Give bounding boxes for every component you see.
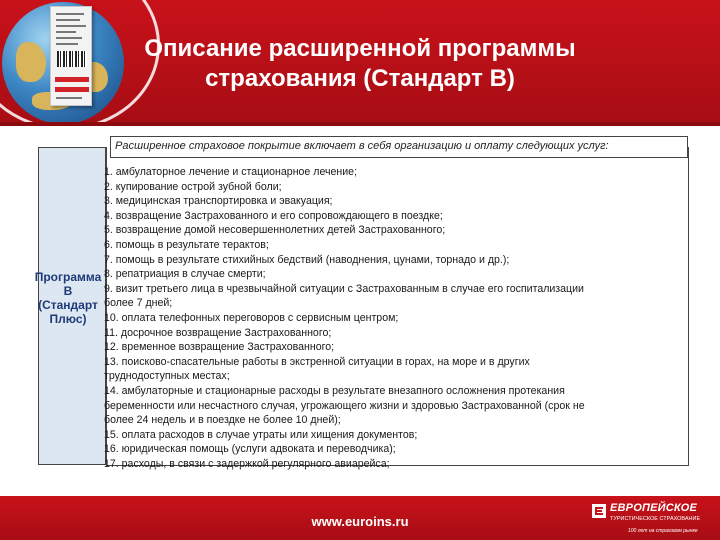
list-item: более 7 дней; (104, 297, 173, 310)
program-line-2: В (63, 284, 73, 298)
logo-name: ЕВРОПЕЙСКОЕ (610, 502, 697, 514)
program-line-1: Программа (34, 270, 102, 284)
list-item: 17. расходы, в связи с задержкой регулярного авиарейса; (104, 457, 390, 470)
list-item: 10. оплата телефонных переговоров с сервисным центром; (104, 311, 399, 324)
company-logo (588, 498, 708, 538)
list-item: 15. оплата расходов в случае утраты или хищения документов; (104, 428, 418, 441)
list-item: беременности или несчастного случая, угрожающего жизни и здоровью Застрахованной (срок не (104, 399, 585, 412)
program-line-4: Плюс) (49, 312, 87, 326)
page-title (130, 34, 590, 94)
divider-line (688, 147, 689, 465)
title-line-1: Описание расширенной программы (144, 35, 576, 62)
list-item: труднодоступных местах; (104, 370, 230, 383)
list-item: 11. досрочное возвращение Застрахованного; (104, 326, 332, 339)
coverage-intro: Расширенное страховое покрытие включает в себя организацию и оплату следующих услуг: (110, 136, 688, 158)
list-item: 6. помощь в результате терактов; (104, 238, 269, 251)
header-stripe (0, 122, 720, 126)
policy-booklet-icon (50, 6, 92, 106)
header-banner (0, 0, 720, 122)
program-label (30, 270, 106, 326)
program-line-3: (Стандарт (38, 298, 98, 312)
website-link[interactable]: www.euroins.ru (311, 514, 409, 529)
list-item: 16. юридическая помощь (услуги адвоката и переводчика); (104, 443, 396, 456)
logo-tagline: 100 лет на страховом рынке (628, 528, 698, 534)
list-item: 5. возвращение домой несовершеннолетних детей Застрахованного; (104, 224, 446, 237)
list-item: 9. визит третьего лица в чрезвычайной ситуации с Застрахованным в случае его госпитализации (104, 282, 584, 295)
logo-subtitle: ТУРИСТИЧЕСКОЕ СТРАХОВАНИЕ (610, 516, 701, 522)
list-item: 1. амбулаторное лечение и стационарное лечение; (104, 166, 358, 178)
list-item: 3. медицинская транспортировка и эвакуация; (104, 195, 333, 208)
list-item: 8. репатриация в случае смерти; (104, 268, 266, 281)
list-item: 4. возвращение Застрахованного и его сопровождающего в поездке; (104, 209, 443, 222)
services-list (104, 165, 686, 471)
logo-mark-icon (592, 504, 606, 518)
list-item: 14. амбулаторные и стационарные расходы в результате внезапного осложнения протекания (104, 384, 565, 397)
title-line-2: страхования (Стандарт В) (205, 65, 515, 92)
list-item: 7. помощь в результате стихийных бедствий (наводнения, цунами, торнадо и др.); (104, 253, 510, 266)
list-item: 2. купирование острой зубной боли; (104, 180, 282, 193)
list-item: более 24 недель и в поездке не более 10 дней); (104, 414, 341, 427)
list-item: 12. временное возвращение Застрахованного; (104, 341, 335, 354)
list-item: 13. поисково-спасательные работы в экстренной ситуации в горах, на море и в других (104, 355, 530, 368)
